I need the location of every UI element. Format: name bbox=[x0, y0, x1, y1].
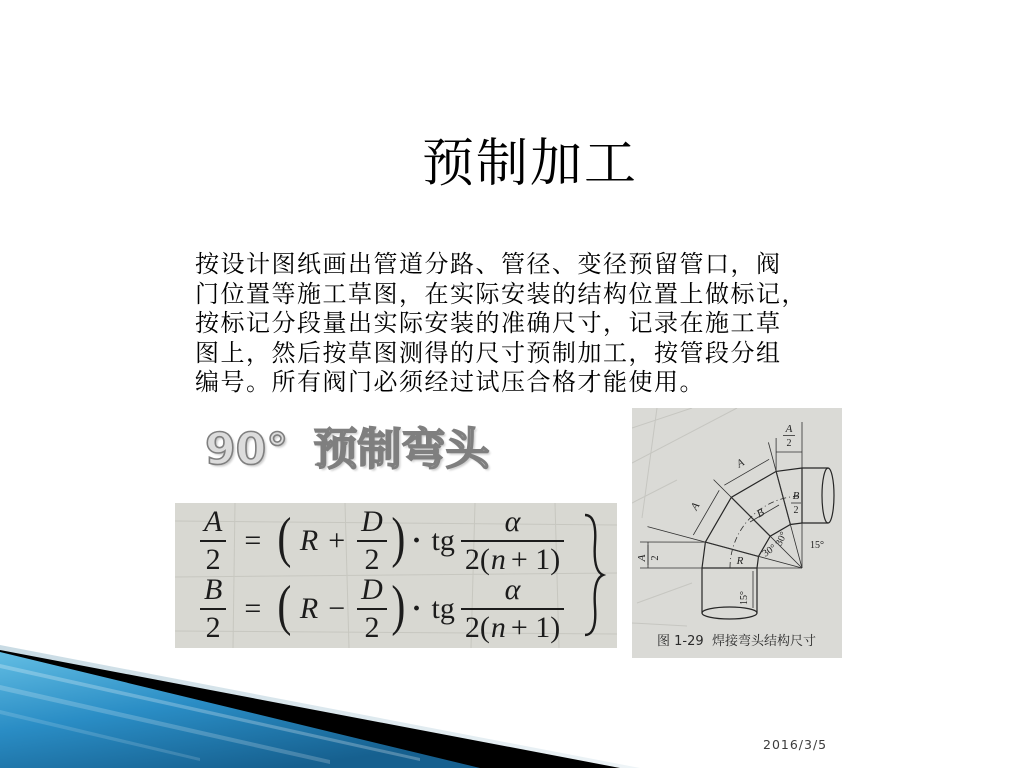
label-a-left: A bbox=[636, 554, 648, 562]
fraction-denominator: 2 bbox=[205, 611, 221, 644]
label-2-top: 2 bbox=[786, 438, 792, 449]
label-b-segment: B bbox=[754, 506, 767, 521]
fraction-alpha-over-2n1 bbox=[461, 507, 564, 575]
fraction-numerator: A bbox=[204, 505, 223, 538]
background-texture bbox=[632, 408, 737, 626]
body-line: 门位置等施工草图，在实际安装的结构位置上做标记， bbox=[195, 279, 807, 308]
diagram-labels bbox=[636, 423, 824, 605]
multiply-dot: · bbox=[411, 592, 422, 625]
left-paren: ( bbox=[277, 507, 292, 569]
denominator-close: + 1) bbox=[510, 611, 561, 644]
figure-caption: 焊接弯头结构尺寸 bbox=[712, 634, 817, 649]
denominator-close: + 1) bbox=[510, 543, 561, 576]
plus-operator: + bbox=[328, 524, 346, 557]
formula-row-b bbox=[200, 573, 564, 644]
fraction-denominator bbox=[461, 542, 564, 575]
elbow-diagram-image bbox=[632, 408, 842, 658]
label-2-left: 2 bbox=[650, 555, 661, 561]
label-2-b: 2 bbox=[793, 505, 799, 516]
label-15-degree: 15° bbox=[810, 540, 824, 551]
equals-sign: = bbox=[244, 524, 262, 557]
fraction-numerator: B bbox=[204, 573, 223, 606]
fraction-a-over-2 bbox=[200, 507, 226, 575]
fraction-denominator bbox=[461, 610, 564, 643]
equals-sign: = bbox=[244, 592, 262, 625]
right-paren: ) bbox=[391, 507, 406, 569]
variable-n: n bbox=[490, 543, 506, 576]
figure-number: 图 1-29 bbox=[657, 634, 704, 649]
fraction-b-over-2 bbox=[200, 575, 226, 643]
body-line: 编号。所有阀门必须经过试压合格才能使用。 bbox=[195, 368, 705, 396]
fraction-denominator: 2 bbox=[205, 543, 221, 576]
fraction-denominator: 2 bbox=[364, 543, 380, 576]
slide-title: 预制加工 bbox=[421, 134, 638, 194]
body-line: 图上，然后按草图测得的尺寸预制加工，按管段分组 bbox=[195, 338, 782, 367]
tangent-function: tg bbox=[431, 592, 455, 625]
fraction-numerator: α bbox=[504, 573, 521, 606]
formula-image bbox=[175, 503, 617, 648]
slide-date: 2016/3/5 bbox=[763, 737, 828, 752]
label-30-degree: 30° bbox=[760, 542, 779, 560]
variable-r: R bbox=[299, 524, 319, 557]
right-brace bbox=[577, 503, 613, 648]
fraction-numerator: α bbox=[504, 505, 521, 538]
body-line: 按设计图纸画出管道分路、管径、变径预留管口，阀 bbox=[195, 250, 782, 278]
fraction-d-over-2 bbox=[357, 575, 387, 643]
label-30-degree: 30° bbox=[773, 530, 790, 548]
elbow-diagram bbox=[632, 408, 842, 658]
variable-r: R bbox=[299, 592, 319, 625]
label-15-degree-vertical: 15° bbox=[739, 591, 750, 605]
denominator-open: 2( bbox=[464, 611, 490, 644]
formula-row-a bbox=[200, 505, 564, 576]
variable-n: n bbox=[490, 611, 506, 644]
section-subtitle: 90° 预制弯头 bbox=[205, 424, 490, 475]
label-b: B bbox=[792, 490, 800, 502]
fraction-numerator: D bbox=[361, 573, 383, 606]
right-paren: ) bbox=[391, 575, 406, 637]
body-line: 按标记分段量出实际安装的准确尺寸，记录在施工草 bbox=[195, 309, 782, 337]
label-a-segment: A bbox=[734, 456, 747, 471]
label-a-top: A bbox=[785, 423, 793, 435]
fraction-alpha-over-2n1 bbox=[461, 575, 564, 643]
corner-decoration bbox=[0, 640, 640, 768]
left-paren: ( bbox=[277, 575, 292, 637]
label-r: R bbox=[736, 555, 744, 567]
tangent-function: tg bbox=[431, 524, 455, 557]
body-paragraph bbox=[195, 250, 815, 398]
label-a-segment: A bbox=[688, 500, 703, 513]
minus-operator: − bbox=[328, 592, 346, 625]
fraction-numerator: D bbox=[361, 505, 383, 538]
denominator-open: 2( bbox=[464, 543, 490, 576]
fraction-d-over-2 bbox=[357, 507, 387, 575]
fraction-denominator: 2 bbox=[364, 611, 380, 644]
multiply-dot: · bbox=[411, 524, 422, 557]
